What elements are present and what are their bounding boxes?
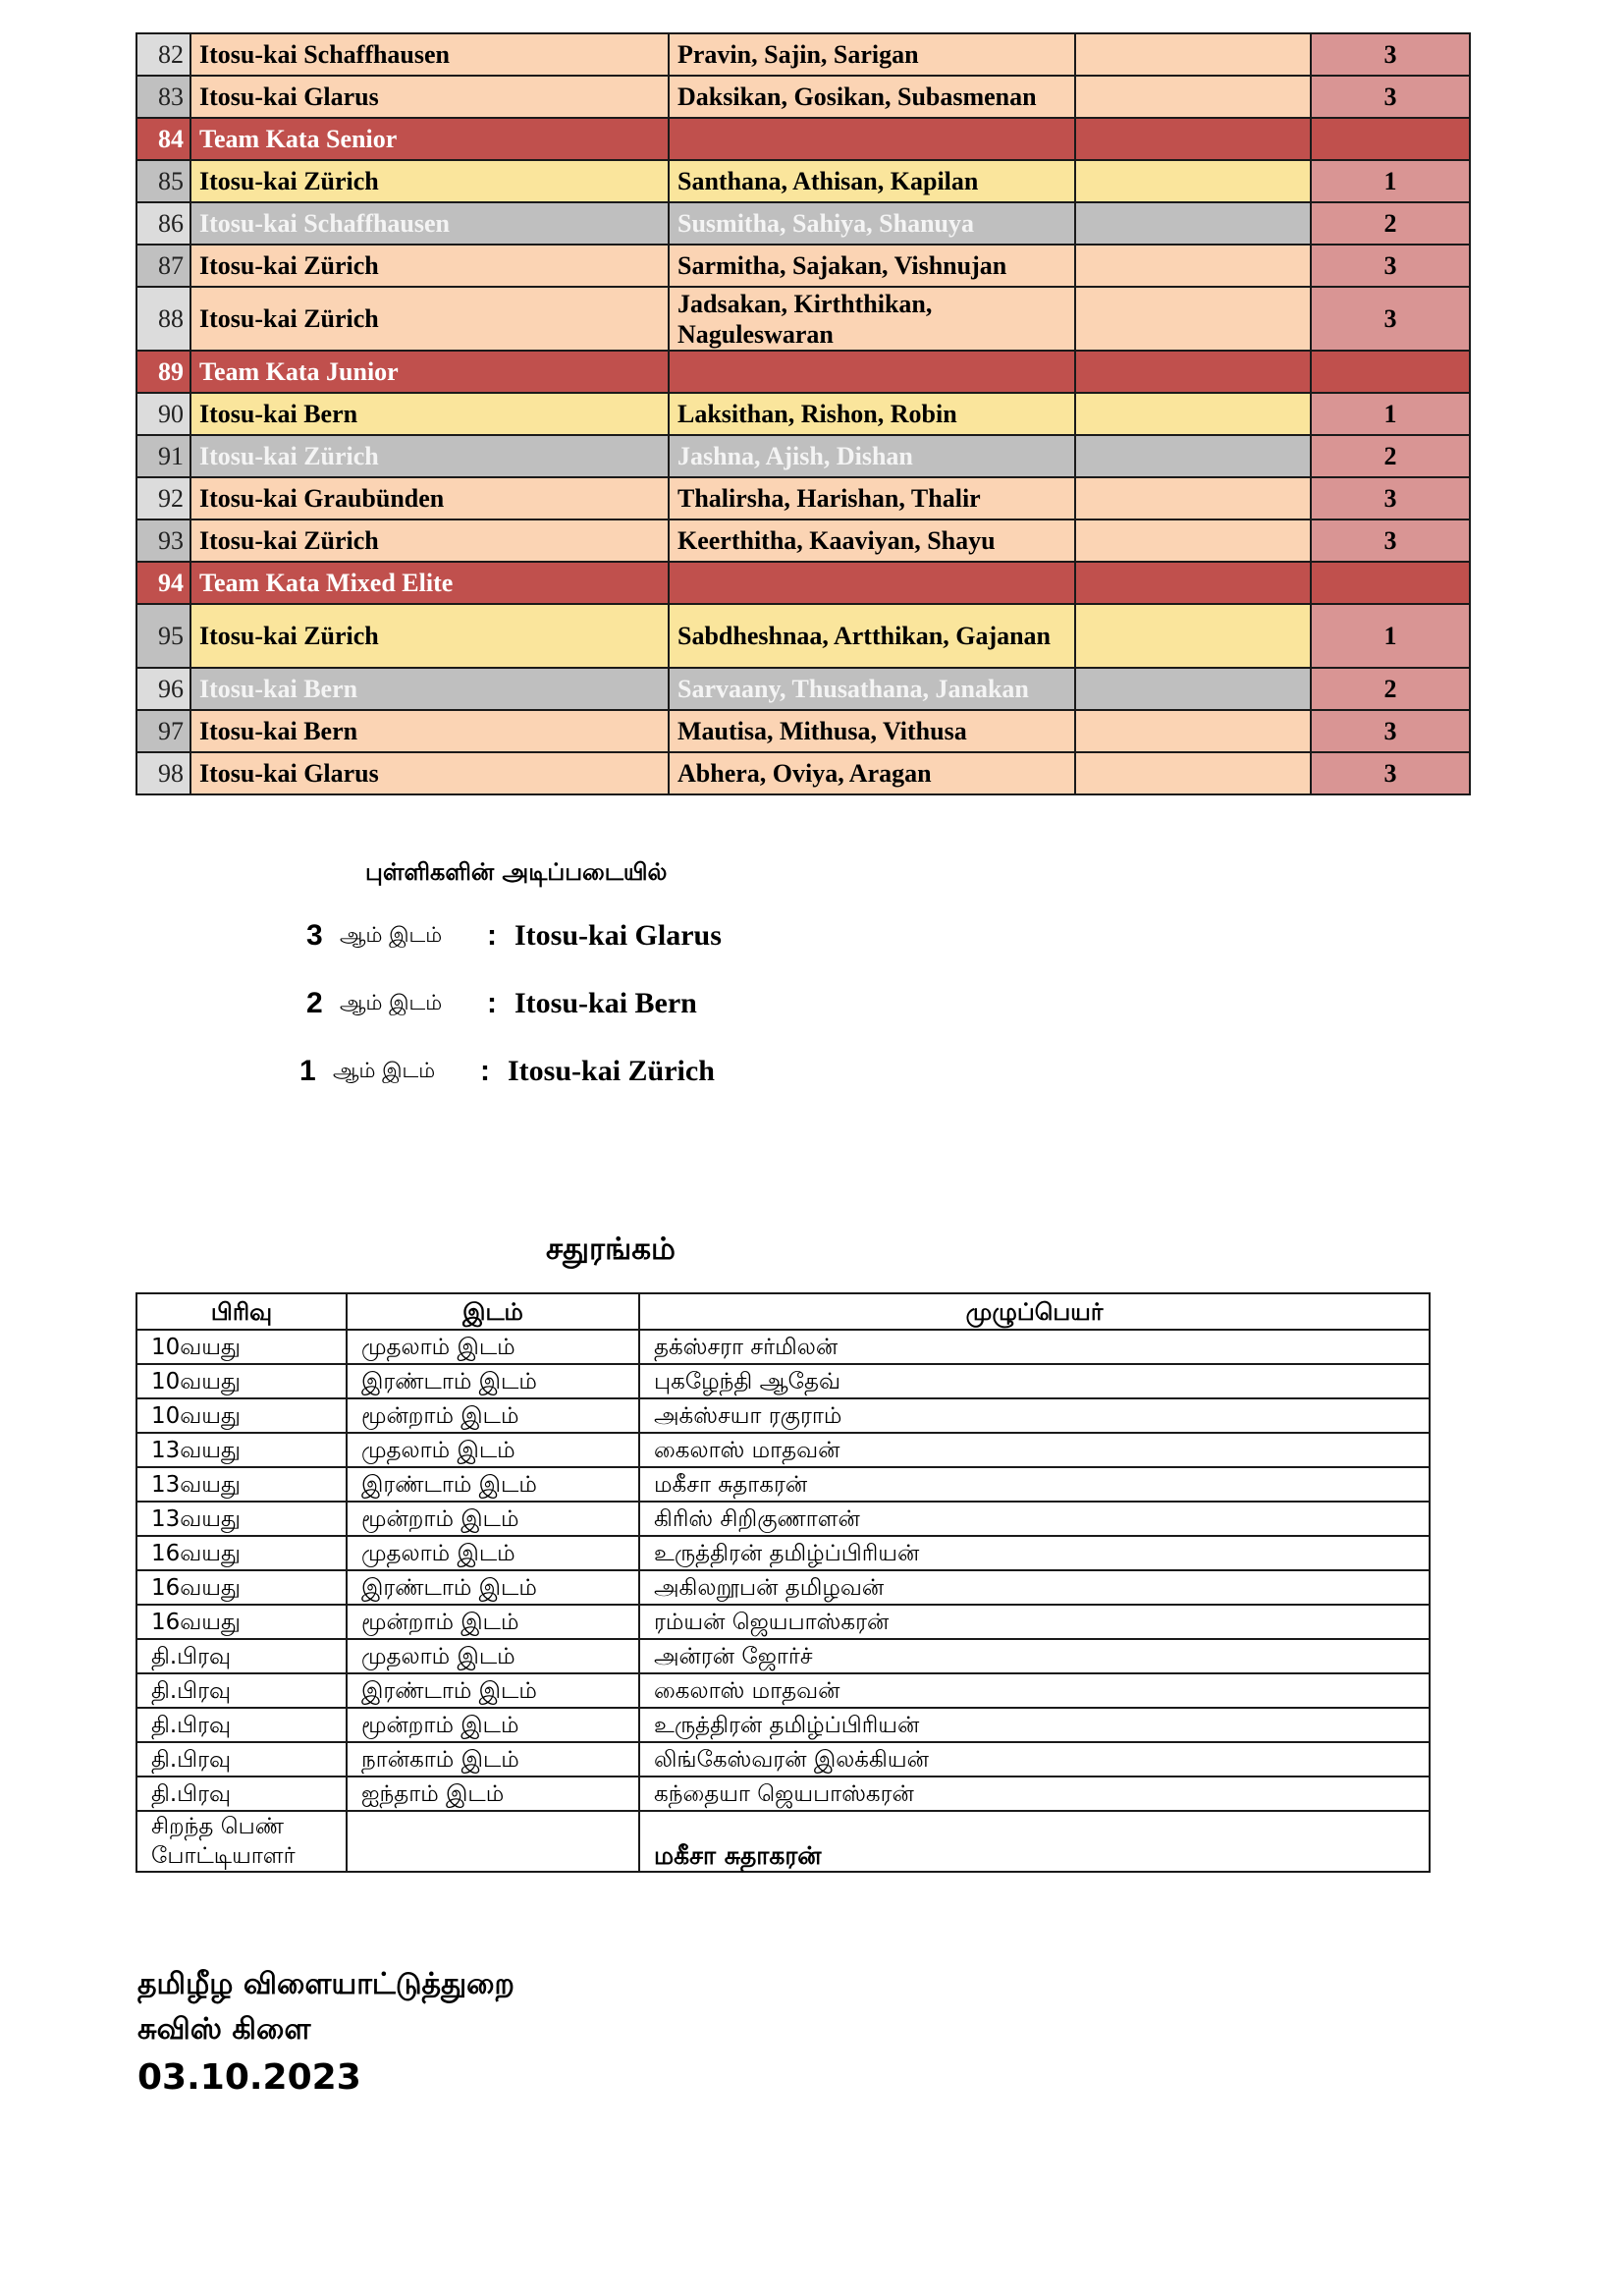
empty-cell [1075,435,1311,477]
chess-category: தி.பிரவு [136,1639,347,1673]
header-place: இடம் [347,1293,639,1330]
chess-result-row [136,1605,1430,1639]
row-number: 91 [136,435,190,477]
ranking-place-word: ஆம் இடம் [340,922,443,947]
ranking-line-3rd [306,916,722,956]
result-row [136,668,1470,710]
chess-result-row [136,1777,1430,1811]
club-name: Itosu-kai Zürich [190,519,669,562]
team-members: Sarvaany, Thusathana, Janakan [669,668,1075,710]
chess-player-name: ரம்யன் ஜெயபாஸ்கரன் [639,1605,1430,1639]
chess-player-name: கைலாஸ் மாதவன் [639,1433,1430,1467]
result-row [136,287,1470,351]
placement: 3 [1311,245,1470,287]
chess-category: தி.பிரவு [136,1742,347,1777]
placement: 2 [1311,668,1470,710]
team-members: Thalirsha, Harishan, Thalir [669,477,1075,519]
team-members: Jashna, Ajish, Dishan [669,435,1075,477]
club-name: Itosu-kai Schaffhausen [190,202,669,245]
team-members: Laksithan, Rishon, Robin [669,393,1075,435]
result-row [136,393,1470,435]
best-female-category [136,1811,347,1872]
category-header-row [136,351,1470,393]
result-row [136,33,1470,76]
chess-result-row [136,1364,1430,1398]
chess-result-row [136,1502,1430,1536]
chess-player-name: கந்தையா ஜெயபாஸ்கரன் [639,1777,1430,1811]
chess-best-female-row [136,1811,1430,1872]
chess-category: 13வயது [136,1433,347,1467]
chess-place: நான்காம் இடம் [347,1742,639,1777]
chess-player-name: கிரிஸ் சிறிகுணாளன் [639,1502,1430,1536]
empty-cell [1075,710,1311,752]
ranking-colon: : [487,987,497,1019]
club-name: Itosu-kai Glarus [190,752,669,794]
empty-cell [1075,160,1311,202]
header-full-name: முழுப்பெயர் [639,1293,1430,1330]
row-number: 86 [136,202,190,245]
chess-category: 16வயது [136,1536,347,1570]
team-members: Sarmitha, Sajakan, Vishnujan [669,245,1075,287]
result-row [136,752,1470,794]
chess-result-row [136,1570,1430,1605]
club-name: Itosu-kai Schaffhausen [190,33,669,76]
chess-result-row [136,1433,1430,1467]
result-row [136,160,1470,202]
row-number: 92 [136,477,190,519]
empty-cell [1075,245,1311,287]
ranking-club: Itosu-kai Glarus [514,919,722,952]
chess-result-row [136,1330,1430,1364]
empty-cell [1075,752,1311,794]
placement: 2 [1311,435,1470,477]
best-female-category-line2: போட்டியாளர் [151,1843,296,1869]
chess-header-row [136,1293,1430,1330]
row-number: 85 [136,160,190,202]
placement: 1 [1311,160,1470,202]
chess-place: முதலாம் இடம் [347,1330,639,1364]
chess-category: 10வயது [136,1364,347,1398]
club-name: Itosu-kai Zürich [190,435,669,477]
club-name: Team Kata Junior [190,351,669,393]
club-name: Itosu-kai Glarus [190,76,669,118]
chess-player-name: அன்ரன் ஜோர்ச் [639,1639,1430,1673]
ranking-position: 1 [299,1055,316,1087]
team-members: Susmitha, Sahiya, Shanuya [669,202,1075,245]
team-members: Sabdheshnaa, Artthikan, Gajanan [669,604,1075,668]
chess-player-name: புகழேந்தி ஆதேவ் [639,1364,1430,1398]
placement [1311,118,1470,160]
chess-place: இரண்டாம் இடம் [347,1673,639,1708]
chess-category: தி.பிரவு [136,1777,347,1811]
row-number: 82 [136,33,190,76]
chess-category: 13வயது [136,1502,347,1536]
result-row [136,245,1470,287]
placement: 3 [1311,287,1470,351]
club-name: Itosu-kai Bern [190,710,669,752]
header-category: பிரிவு [136,1293,347,1330]
org-name: தமிழீழ விளையாட்டுத்துறை [137,1967,514,2001]
chess-category: தி.பிரவு [136,1673,347,1708]
placement: 3 [1311,710,1470,752]
best-female-place [347,1811,639,1872]
ranking-colon: : [480,1055,490,1087]
result-row [136,202,1470,245]
chess-category: 16வயது [136,1605,347,1639]
chess-place: மூன்றாம் இடம் [347,1398,639,1433]
row-number: 96 [136,668,190,710]
row-number: 84 [136,118,190,160]
chess-result-row [136,1398,1430,1433]
chess-category: 13வயது [136,1467,347,1502]
chess-player-name: கைலாஸ் மாதவன் [639,1673,1430,1708]
chess-player-name: மகீசா சுதாகரன் [639,1467,1430,1502]
placement: 1 [1311,393,1470,435]
chess-result-row [136,1639,1430,1673]
club-name: Itosu-kai Bern [190,393,669,435]
ranking-line-2nd [306,984,697,1023]
empty-cell [1075,287,1311,351]
placement [1311,562,1470,604]
team-members: Daksikan, Gosikan, Subasmenan [669,76,1075,118]
chess-player-name: உருத்திரன் தமிழ்ப்பிரியன் [639,1536,1430,1570]
result-row [136,604,1470,668]
row-number: 83 [136,76,190,118]
empty-cell [1075,202,1311,245]
placement: 1 [1311,604,1470,668]
chess-player-name: தக்ஸ்சரா சர்மிலன் [639,1330,1430,1364]
club-name: Team Kata Mixed Elite [190,562,669,604]
chess-place: இரண்டாம் இடம் [347,1364,639,1398]
placement: 3 [1311,76,1470,118]
ranking-club: Itosu-kai Bern [514,987,697,1019]
empty-cell [1075,604,1311,668]
org-branch: சுவிஸ் கிளை [137,2012,311,2047]
empty-cell [1075,668,1311,710]
club-name: Itosu-kai Bern [190,668,669,710]
placement: 3 [1311,33,1470,76]
empty-cell [1075,562,1311,604]
best-female-category-line1: சிறந்த பெண் [151,1814,285,1839]
chess-category: தி.பிரவு [136,1708,347,1742]
placement [1311,351,1470,393]
team-members: Mautisa, Mithusa, Vithusa [669,710,1075,752]
ranking-club: Itosu-kai Zürich [508,1055,715,1087]
chess-result-row [136,1536,1430,1570]
empty-cell [1075,351,1311,393]
result-row [136,519,1470,562]
chess-title: சதுரங்கம் [546,1231,676,1267]
empty-cell [1075,33,1311,76]
chess-place: மூன்றாம் இடம் [347,1605,639,1639]
team-members: Pravin, Sajin, Sarigan [669,33,1075,76]
document-date: 03.10.2023 [137,2057,361,2098]
chess-place: முதலாம் இடம் [347,1536,639,1570]
result-row [136,710,1470,752]
team-members [669,118,1075,160]
row-number: 95 [136,604,190,668]
team-members: Abhera, Oviya, Aragan [669,752,1075,794]
category-header-row [136,118,1470,160]
ranking-title: புள்ளிகளின் அடிப்படையில் [365,858,668,886]
result-row [136,477,1470,519]
row-number: 97 [136,710,190,752]
ranking-colon: : [487,919,497,952]
empty-cell [1075,519,1311,562]
empty-cell [1075,477,1311,519]
best-female-name: மகீசா சுதாகரன் [639,1811,1430,1872]
ranking-place-word: ஆம் இடம் [333,1058,436,1082]
club-name: Team Kata Senior [190,118,669,160]
ranking-line-1st [299,1052,715,1091]
category-header-row [136,562,1470,604]
placement: 2 [1311,202,1470,245]
club-name: Itosu-kai Zürich [190,160,669,202]
result-row [136,76,1470,118]
chess-player-name: உருத்திரன் தமிழ்ப்பிரியன் [639,1708,1430,1742]
row-number: 88 [136,287,190,351]
chess-player-name: அக்ஸ்சயா ரகுராம் [639,1398,1430,1433]
empty-cell [1075,393,1311,435]
row-number: 89 [136,351,190,393]
row-number: 90 [136,393,190,435]
chess-category: 10வயது [136,1330,347,1364]
placement: 3 [1311,752,1470,794]
chess-place: மூன்றாம் இடம் [347,1502,639,1536]
chess-place: இரண்டாம் இடம் [347,1570,639,1605]
team-members [669,562,1075,604]
chess-place: மூன்றாம் இடம் [347,1708,639,1742]
empty-cell [1075,76,1311,118]
ranking-place-word: ஆம் இடம் [340,990,443,1014]
result-row [136,435,1470,477]
chess-place: இரண்டாம் இடம் [347,1467,639,1502]
chess-place: முதலாம் இடம் [347,1433,639,1467]
placement: 3 [1311,519,1470,562]
chess-place: முதலாம் இடம் [347,1639,639,1673]
chess-category: 10வயது [136,1398,347,1433]
placement: 3 [1311,477,1470,519]
ranking-position: 2 [306,987,323,1019]
club-name: Itosu-kai Graubünden [190,477,669,519]
chess-results-table [135,1292,1431,1873]
club-name: Itosu-kai Zürich [190,287,669,351]
results-table [135,32,1471,795]
team-members [669,351,1075,393]
ranking-position: 3 [306,919,323,952]
chess-place: ஐந்தாம் இடம் [347,1777,639,1811]
team-members: Keerthitha, Kaaviyan, Shayu [669,519,1075,562]
chess-result-row [136,1673,1430,1708]
chess-category: 16வயது [136,1570,347,1605]
chess-player-name: லிங்கேஸ்வரன் இலக்கியன் [639,1742,1430,1777]
chess-result-row [136,1467,1430,1502]
row-number: 94 [136,562,190,604]
chess-result-row [136,1708,1430,1742]
chess-player-name: அகிலறூபன் தமிழவன் [639,1570,1430,1605]
club-name: Itosu-kai Zürich [190,604,669,668]
chess-result-row [136,1742,1430,1777]
row-number: 98 [136,752,190,794]
club-name: Itosu-kai Zürich [190,245,669,287]
footer-signature [137,1962,514,2104]
team-members: Santhana, Athisan, Kapilan [669,160,1075,202]
team-members: Jadsakan, Kirththikan, Naguleswaran [669,287,1075,351]
empty-cell [1075,118,1311,160]
row-number: 87 [136,245,190,287]
row-number: 93 [136,519,190,562]
